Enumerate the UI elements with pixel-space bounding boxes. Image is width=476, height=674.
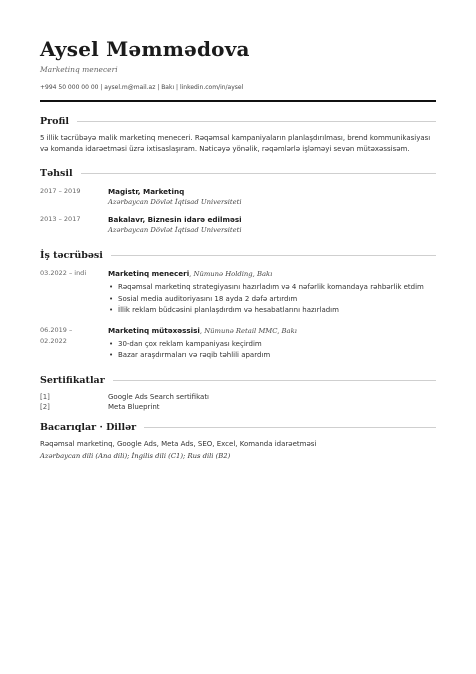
list-item bbox=[108, 305, 436, 316]
section-title-profile: Profil bbox=[40, 115, 70, 127]
certificate-number: [2] bbox=[40, 403, 50, 411]
bullet-text: Rəqəmsal marketinq strategiyasını hazırladım və 4 nəfərlik komandaya rəhbərlik etdim bbox=[118, 283, 424, 291]
skills-header bbox=[40, 421, 436, 435]
certificate-name: Meta Blueprint bbox=[108, 403, 160, 411]
entry-body bbox=[108, 214, 436, 236]
bullet-icon: • bbox=[109, 306, 114, 314]
bullet-text: Bazar araşdırmaları və rəqib təhlili apardım bbox=[118, 351, 271, 359]
certificates-header bbox=[40, 374, 436, 388]
section-divider bbox=[144, 427, 436, 428]
bullet-text: İllik reklam büdcəsini planlaşdırdım və hesabatlarını hazırladım bbox=[118, 306, 339, 314]
list-item bbox=[108, 339, 436, 350]
school-name: Azərbaycan Dövlət İqtisad Universiteti bbox=[108, 226, 242, 234]
school-name: Azərbaycan Dövlət İqtisad Universiteti bbox=[108, 198, 242, 206]
section-title-experience: İş təcrübəsi bbox=[40, 249, 103, 261]
resume-page bbox=[40, 36, 436, 462]
languages-text: Azərbaycan dili (Ana dili); İngilis dili (C1); Rus dili (B2) bbox=[40, 452, 231, 460]
certificate-name: Google Ads Search sertifikatı bbox=[108, 392, 210, 401]
job-bullets bbox=[108, 282, 436, 316]
bullet-icon: • bbox=[109, 351, 114, 359]
section-divider bbox=[111, 255, 436, 256]
entry-body bbox=[108, 325, 436, 362]
entry-body bbox=[108, 186, 436, 208]
person-name: Aysel Məmmədova bbox=[40, 37, 250, 61]
education-entry bbox=[40, 214, 436, 236]
bullet-icon: • bbox=[109, 283, 114, 291]
degree-title: Bakalavr, Biznesin idarə edilməsi bbox=[108, 215, 242, 224]
entry-dates: 03.2022 – indi bbox=[40, 269, 87, 277]
experience-section bbox=[40, 248, 436, 362]
certificate-number: [1] bbox=[40, 392, 50, 401]
section-divider bbox=[77, 121, 436, 122]
section-title-certificates: Sertifikatlar bbox=[40, 375, 105, 386]
experience-header bbox=[40, 248, 436, 262]
education-entry bbox=[40, 186, 436, 208]
bullet-text: Sosial media auditoriyasını 18 ayda 2 dəfə artırdım bbox=[118, 294, 298, 303]
education-header bbox=[40, 166, 436, 180]
job-role: Marketinq meneceri bbox=[108, 269, 190, 278]
section-divider bbox=[113, 380, 436, 381]
entry-dates: 2017 – 2019 bbox=[40, 187, 81, 195]
certificate-row bbox=[40, 402, 436, 413]
bullet-icon: • bbox=[109, 294, 114, 303]
section-title-skills: Bacarıqlar · Dillər bbox=[40, 422, 137, 433]
profile-section bbox=[40, 114, 436, 154]
profile-header bbox=[40, 114, 436, 128]
bullet-text: 30-dan çox reklam kampaniyası keçirdim bbox=[118, 339, 262, 348]
job-entry bbox=[40, 325, 436, 362]
job-org-separator: , bbox=[199, 326, 205, 335]
certificates-section bbox=[40, 374, 436, 413]
header-divider bbox=[40, 100, 436, 102]
certificate-list bbox=[40, 392, 436, 413]
job-bullets bbox=[108, 339, 436, 361]
degree-title: Magistr, Marketinq bbox=[108, 187, 185, 196]
job-org-separator: , bbox=[189, 270, 194, 278]
profile-text: 5 illik təcrübəyə malik marketinq meneceri. Rəqəmsal kampaniyaların planlaşdırılması, brend kommunikasiyası və komanda idarəetməsi üzrə ixtisaslaşıram. Nəticəyə yönəlik, rəqəmlərlə işləməyi sevən mütəxəssisəm. bbox=[40, 134, 431, 153]
job-title-line bbox=[108, 268, 436, 280]
contact-line: +994 50 000 00 00 | aysel.m@mail.az | Bakı | linkedin.com/in/aysel bbox=[40, 84, 244, 91]
skills-text: Rəqəmsal marketinq, Google Ads, Meta Ads, SEO, Excel, Komanda idarəetməsi bbox=[40, 439, 317, 448]
certificate-row bbox=[40, 392, 436, 403]
entry-body bbox=[108, 268, 436, 317]
section-title-education: Təhsil bbox=[40, 167, 73, 179]
list-item bbox=[108, 294, 436, 305]
bullet-icon: • bbox=[109, 339, 114, 348]
section-divider bbox=[81, 173, 436, 174]
education-section bbox=[40, 166, 436, 236]
job-org: Nümunə Retail MMC, Bakı bbox=[204, 326, 297, 335]
skills-section bbox=[40, 421, 436, 462]
entry-dates: 06.2019 – 02.2022 bbox=[40, 325, 73, 345]
job-title: Marketinq meneceri bbox=[40, 65, 118, 74]
list-item bbox=[108, 282, 436, 293]
job-role: Marketinq mütəxəssisi bbox=[108, 325, 200, 335]
entry-dates: 2013 – 2017 bbox=[40, 215, 81, 223]
job-entry bbox=[40, 268, 436, 317]
job-org: Nümunə Holding, Bakı bbox=[193, 270, 273, 278]
list-item bbox=[108, 350, 436, 361]
job-title-line bbox=[108, 325, 436, 337]
